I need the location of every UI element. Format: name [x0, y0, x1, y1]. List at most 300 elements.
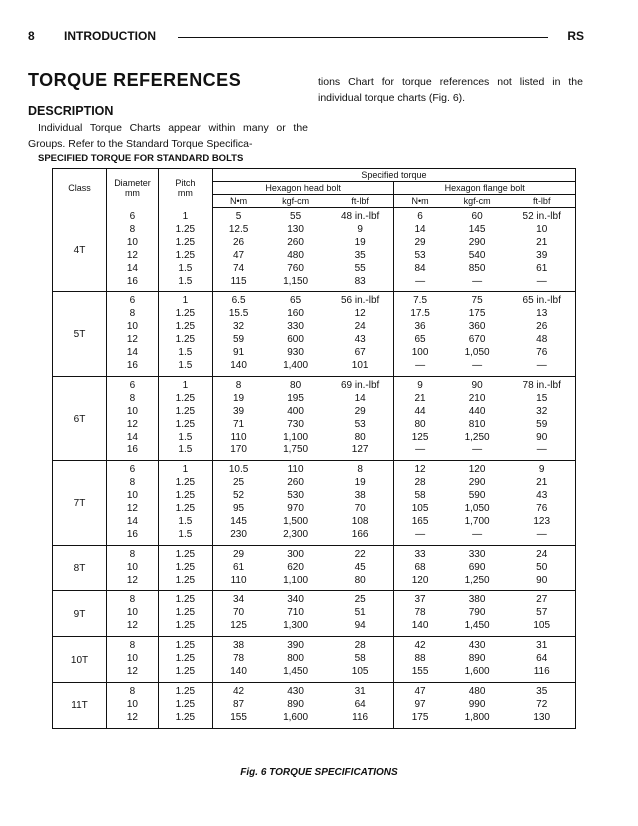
head-kgfcm-cell: 130: [287, 223, 304, 235]
flange-kgfcm-cell: 1,050: [464, 503, 490, 515]
head-kgfcm-cell: 890: [287, 698, 304, 710]
unit-head-kgfcm: kgf-cm: [264, 195, 327, 208]
diameter-cell: 8: [107, 477, 159, 490]
flange-nm-cell: —: [394, 276, 446, 292]
head-nm-cell: 87: [233, 698, 245, 710]
pitch-cell: 1.25: [158, 250, 212, 263]
pitch-cell: 1.5: [158, 432, 212, 445]
diameter-cell: 10: [107, 321, 159, 334]
flange-nm-cell: 105: [411, 503, 429, 515]
flange-nm-cell: 88: [414, 653, 426, 665]
header-specified-torque: Specified torque: [212, 169, 575, 182]
head-nm-cell: 140: [212, 666, 264, 682]
flange-kgfcm-cell: 120: [468, 464, 486, 476]
flange-kgfcm-cell: 690: [468, 561, 486, 573]
unit-flange-nm: N•m: [394, 195, 446, 208]
flange-nm-cell: 155: [394, 666, 446, 682]
head-kgfcm-cell: 260: [287, 477, 304, 489]
flange-kgfcm-cell: 1,250: [464, 431, 490, 443]
diameter-cell: 16: [107, 444, 159, 460]
head-nm-cell: 19: [233, 392, 245, 404]
class-cell: 10T: [53, 637, 107, 683]
flange-ftlbf-cell: 43: [508, 490, 575, 503]
pitch-cell: 1.5: [158, 444, 212, 460]
flange-nm-cell: 37: [414, 594, 426, 606]
head-kgfcm-cell: 160: [287, 308, 304, 320]
table-row: [53, 545, 576, 561]
head-nm-cell: 95: [233, 503, 245, 515]
diameter-cell: 10: [107, 653, 159, 666]
head-kgfcm-cell: 1,500: [283, 515, 309, 527]
pitch-cell: 1: [158, 208, 212, 224]
flange-ftlbf-cell: 10: [508, 224, 575, 237]
pitch-cell: 1.25: [158, 490, 212, 503]
unit-head-nm: N•m: [212, 195, 264, 208]
flange-ftlbf-cell: —: [508, 529, 575, 545]
head-nm-cell: 5: [235, 211, 242, 222]
head-ftlbf-cell: 19: [327, 477, 394, 490]
flange-kgfcm-cell: —: [446, 529, 509, 545]
pitch-cell: 1: [158, 292, 212, 308]
flange-ftlbf-cell: 116: [508, 666, 575, 682]
flange-kgfcm-cell: 790: [468, 607, 486, 619]
flange-ftlbf-cell: 31: [508, 637, 575, 653]
flange-ftlbf-cell: 76: [508, 503, 575, 516]
table-row: [53, 490, 576, 503]
head-ftlbf-cell: 51: [327, 607, 394, 620]
flange-ftlbf-cell: 13: [508, 308, 575, 321]
head-kgfcm-cell: 930: [287, 347, 304, 359]
table-row: [53, 276, 576, 292]
flange-kgfcm-cell: 360: [468, 321, 486, 333]
head-kgfcm-cell: 730: [287, 418, 304, 430]
head-ftlbf-cell: 22: [327, 545, 394, 561]
head-nm-cell: 78: [233, 653, 245, 665]
head-ftlbf-cell: 48 in.-lbf: [327, 208, 394, 224]
doc-code: RS: [567, 29, 584, 43]
flange-ftlbf-cell: 27: [508, 591, 575, 607]
head-nm-cell: 170: [212, 444, 264, 460]
pitch-cell: 1.5: [158, 529, 212, 545]
left-column: [28, 70, 308, 152]
pitch-cell: 1.25: [158, 406, 212, 419]
table-row: [53, 334, 576, 347]
head-kgfcm-cell: 1,400: [264, 360, 327, 376]
table-row: [53, 575, 576, 591]
head-kgfcm-cell: 430: [287, 685, 304, 697]
head-kgfcm-cell: 110: [287, 464, 304, 476]
head-kgfcm-cell: 800: [287, 653, 304, 665]
pitch-cell: 1.5: [158, 516, 212, 529]
head-nm-cell: 110: [230, 431, 247, 443]
page-header: [28, 29, 584, 45]
table-row: [53, 376, 576, 392]
flange-nm-cell: 175: [394, 712, 446, 728]
head-nm-cell: 91: [233, 347, 245, 359]
diameter-cell: 12: [107, 575, 159, 591]
flange-nm-cell: 44: [414, 405, 426, 417]
pitch-cell: 1.25: [158, 620, 212, 636]
head-kgfcm-cell: 970: [287, 503, 304, 515]
table-row: [53, 360, 576, 376]
head-ftlbf-cell: 108: [327, 516, 394, 529]
pitch-cell: 1.25: [158, 334, 212, 347]
head-kgfcm-cell: 1,100: [283, 431, 309, 443]
table-row: [53, 477, 576, 490]
head-nm-cell: 125: [212, 620, 264, 636]
head-nm-cell: 6.5: [231, 295, 246, 307]
pitch-cell: 1.25: [158, 653, 212, 666]
flange-kgfcm-cell: 175: [468, 308, 486, 320]
flange-nm-cell: 68: [414, 561, 426, 573]
flange-ftlbf-cell: 26: [508, 321, 575, 334]
head-ftlbf-cell: 29: [327, 406, 394, 419]
diameter-cell: 16: [107, 529, 159, 545]
head-ftlbf-cell: 67: [327, 347, 394, 360]
pitch-cell: 1.25: [158, 712, 212, 728]
table-title: SPECIFIED TORQUE FOR STANDARD BOLTS: [38, 153, 244, 164]
flange-nm-cell: 28: [414, 477, 426, 489]
diameter-cell: 16: [107, 360, 159, 376]
flange-kgfcm-cell: 380: [468, 594, 486, 606]
head-kgfcm-cell: 260: [287, 236, 304, 248]
head-kgfcm-cell: 2,300: [264, 529, 327, 545]
flange-nm-cell: 17.5: [410, 308, 430, 320]
unit-flange-kgfcm: kgf-cm: [446, 195, 509, 208]
pitch-cell: 1.25: [158, 393, 212, 406]
flange-nm-cell: 100: [411, 347, 429, 359]
flange-ftlbf-cell: 78 in.-lbf: [508, 376, 575, 392]
head-nm-cell: 34: [233, 594, 245, 606]
head-ftlbf-cell: 25: [327, 591, 394, 607]
class-cell: 7T: [53, 461, 107, 545]
page-title: TORQUE REFERENCES: [28, 70, 242, 90]
header-class: Class: [53, 169, 107, 208]
table-row: [53, 250, 576, 263]
table-row: [53, 503, 576, 516]
pitch-cell: 1.25: [158, 224, 212, 237]
flange-kgfcm-cell: 145: [468, 223, 486, 235]
flange-ftlbf-cell: 48: [508, 334, 575, 347]
flange-nm-cell: 33: [414, 548, 426, 560]
flange-nm-cell: 36: [414, 321, 426, 333]
head-ftlbf-cell: 45: [327, 562, 394, 575]
head-ftlbf-cell: 31: [327, 682, 394, 698]
flange-ftlbf-cell: 32: [508, 406, 575, 419]
flange-ftlbf-cell: 39: [508, 250, 575, 263]
table-row: [53, 444, 576, 460]
head-kgfcm-cell: 1,600: [264, 712, 327, 728]
pitch-cell: 1.5: [158, 347, 212, 360]
head-nm-cell: 29: [233, 548, 245, 560]
flange-ftlbf-cell: 52 in.-lbf: [508, 208, 575, 224]
head-kgfcm-cell: 1,750: [264, 444, 327, 460]
diameter-cell: 6: [107, 208, 159, 224]
diameter-cell: 14: [107, 432, 159, 445]
head-kgfcm-cell: 530: [287, 490, 304, 502]
figure-caption: Fig. 6 TORQUE SPECIFICATIONS: [240, 767, 398, 778]
flange-ftlbf-cell: 123: [508, 516, 575, 529]
flange-kgfcm-cell: 290: [468, 236, 486, 248]
head-kgfcm-cell: 1,450: [264, 666, 327, 682]
flange-nm-cell: 140: [394, 620, 446, 636]
flange-kgfcm-cell: 850: [468, 262, 486, 274]
head-ftlbf-cell: 70: [327, 503, 394, 516]
diameter-cell: 10: [107, 699, 159, 712]
head-kgfcm-cell: 1,100: [264, 575, 327, 591]
flange-kgfcm-cell: 1,800: [446, 712, 509, 728]
flange-kgfcm-cell: 1,050: [464, 347, 490, 359]
diameter-cell: 16: [107, 276, 159, 292]
header-pitch-label: Pitch: [175, 178, 196, 189]
diameter-cell: 12: [107, 419, 159, 432]
torque-table-container: [52, 168, 576, 729]
head-ftlbf-cell: 116: [327, 712, 394, 728]
header-diameter-label: Diameter: [114, 178, 151, 189]
head-ftlbf-cell: 58: [327, 653, 394, 666]
table-row: [53, 666, 576, 682]
table-row: [53, 224, 576, 237]
table-row: [53, 308, 576, 321]
head-kgfcm-cell: 195: [287, 392, 304, 404]
flange-kgfcm-cell: 75: [471, 295, 483, 307]
diameter-cell: 10: [107, 237, 159, 250]
head-nm-cell: 42: [233, 685, 245, 697]
table-row: [53, 208, 576, 224]
flange-nm-cell: 29: [414, 236, 426, 248]
diameter-cell: 8: [107, 591, 159, 607]
pitch-cell: 1.25: [158, 477, 212, 490]
diameter-cell: 12: [107, 503, 159, 516]
head-nm-cell: 15.5: [228, 308, 249, 320]
head-kgfcm-cell: 300: [287, 548, 304, 560]
unit-head-ftlbf: ft-lbf: [327, 195, 394, 208]
table-row: [53, 516, 576, 529]
flange-ftlbf-cell: 130: [508, 712, 575, 728]
diameter-cell: 12: [107, 334, 159, 347]
table-row: [53, 292, 576, 308]
flange-kgfcm-cell: —: [446, 276, 509, 292]
flange-ftlbf-cell: 76: [508, 347, 575, 360]
head-nm-cell: 110: [212, 575, 264, 591]
diameter-cell: 10: [107, 607, 159, 620]
flange-ftlbf-cell: 64: [508, 653, 575, 666]
flange-kgfcm-cell: 330: [468, 548, 486, 560]
flange-ftlbf-cell: —: [508, 444, 575, 460]
pitch-cell: 1.5: [158, 360, 212, 376]
pitch-cell: 1.25: [158, 308, 212, 321]
table-row: [53, 321, 576, 334]
header-diameter-unit: mm: [124, 188, 140, 199]
diameter-cell: 8: [107, 682, 159, 698]
table-row: [53, 461, 576, 477]
table-row: [53, 607, 576, 620]
head-nm-cell: 230: [212, 529, 264, 545]
flange-nm-cell: 9: [417, 379, 423, 391]
diameter-cell: 8: [107, 545, 159, 561]
table-row: [53, 406, 576, 419]
head-nm-cell: 70: [233, 607, 245, 619]
flange-nm-cell: 21: [414, 392, 426, 404]
pitch-cell: 1.25: [158, 591, 212, 607]
table-row: [53, 682, 576, 698]
flange-ftlbf-cell: 35: [508, 682, 575, 698]
head-nm-cell: 32: [233, 321, 245, 333]
flange-kgfcm-cell: 1,250: [446, 575, 509, 591]
flange-kgfcm-cell: 1,700: [464, 515, 490, 527]
section-title: INTRODUCTION: [64, 29, 156, 43]
table-row: [53, 393, 576, 406]
table-row: [53, 347, 576, 360]
diameter-cell: 8: [107, 393, 159, 406]
page-number: 8: [28, 29, 35, 43]
flange-kgfcm-cell: 540: [468, 249, 486, 261]
head-kgfcm-cell: 55: [290, 211, 302, 222]
flange-kgfcm-cell: 290: [468, 477, 486, 489]
flange-nm-cell: 97: [414, 698, 426, 710]
head-kgfcm-cell: 620: [287, 561, 304, 573]
head-nm-cell: 52: [233, 490, 245, 502]
head-ftlbf-cell: 38: [327, 490, 394, 503]
header-pitch: [158, 169, 212, 208]
head-kgfcm-cell: 400: [287, 405, 304, 417]
table-row: [53, 419, 576, 432]
flange-nm-cell: 53: [414, 249, 426, 261]
flange-ftlbf-cell: 65 in.-lbf: [508, 292, 575, 308]
head-ftlbf-cell: 24: [327, 321, 394, 334]
pitch-cell: 1.25: [158, 545, 212, 561]
head-kgfcm-cell: 330: [287, 321, 304, 333]
table-row: [53, 237, 576, 250]
head-ftlbf-cell: 94: [327, 620, 394, 636]
flange-nm-cell: —: [394, 360, 446, 376]
head-nm-cell: 59: [233, 334, 245, 346]
head-kgfcm-cell: 1,150: [264, 276, 327, 292]
head-kgfcm-cell: 1,300: [264, 620, 327, 636]
table-row: [53, 653, 576, 666]
table-row: [53, 637, 576, 653]
table-row: [53, 432, 576, 445]
head-kgfcm-cell: 340: [287, 594, 304, 606]
flange-ftlbf-cell: —: [508, 276, 575, 292]
head-nm-cell: 10.5: [228, 464, 249, 476]
pitch-cell: 1.25: [158, 637, 212, 653]
head-ftlbf-cell: 166: [327, 529, 394, 545]
diameter-cell: 14: [107, 263, 159, 276]
flange-ftlbf-cell: 90: [508, 575, 575, 591]
flange-nm-cell: 80: [414, 418, 426, 430]
class-cell: 6T: [53, 376, 107, 460]
flange-kgfcm-cell: 890: [468, 653, 486, 665]
head-nm-cell: 39: [233, 405, 245, 417]
header-hexagon-head: Hexagon head bolt: [212, 182, 394, 195]
diameter-cell: 10: [107, 562, 159, 575]
head-nm-cell: 8: [235, 379, 242, 391]
class-cell: 5T: [53, 292, 107, 376]
head-nm-cell: 115: [212, 276, 264, 292]
pitch-cell: 1.5: [158, 263, 212, 276]
unit-flange-ftlbf: ft-lbf: [508, 195, 575, 208]
head-nm-cell: 47: [233, 249, 245, 261]
table-row: [53, 712, 576, 728]
flange-nm-cell: 78: [414, 607, 426, 619]
flange-nm-cell: 7.5: [413, 295, 428, 307]
header-diameter: [107, 169, 159, 208]
head-nm-cell: 12.5: [228, 223, 249, 235]
head-ftlbf-cell: 8: [327, 461, 394, 477]
pitch-cell: 1.25: [158, 321, 212, 334]
pitch-cell: 1.25: [158, 237, 212, 250]
head-ftlbf-cell: 28: [327, 637, 394, 653]
flange-kgfcm-cell: 810: [468, 418, 486, 430]
flange-kgfcm-cell: 1,450: [446, 620, 509, 636]
flange-kgfcm-cell: 480: [468, 685, 486, 697]
diameter-cell: 8: [107, 308, 159, 321]
flange-kgfcm-cell: 590: [468, 490, 486, 502]
flange-nm-cell: 14: [414, 223, 426, 235]
flange-ftlbf-cell: 24: [508, 545, 575, 561]
head-ftlbf-cell: 14: [327, 393, 394, 406]
flange-ftlbf-cell: 90: [508, 432, 575, 445]
diameter-cell: 8: [107, 637, 159, 653]
flange-kgfcm-cell: 670: [468, 334, 486, 346]
head-ftlbf-cell: 9: [327, 224, 394, 237]
table-row: [53, 529, 576, 545]
flange-ftlbf-cell: 15: [508, 393, 575, 406]
diameter-cell: 10: [107, 406, 159, 419]
head-ftlbf-cell: 19: [327, 237, 394, 250]
flange-nm-cell: —: [394, 529, 446, 545]
pitch-cell: 1.25: [158, 562, 212, 575]
head-kgfcm-cell: 710: [287, 607, 304, 619]
head-nm-cell: 155: [212, 712, 264, 728]
head-kgfcm-cell: 65: [290, 295, 302, 307]
header-pitch-unit: mm: [177, 188, 193, 199]
body-paragraph-right: tions Chart for torque references not listed in the individual torque charts (Fig. 6).: [318, 76, 583, 104]
diameter-cell: 12: [107, 712, 159, 728]
pitch-cell: 1: [158, 376, 212, 392]
diameter-cell: 14: [107, 516, 159, 529]
flange-kgfcm-cell: —: [446, 360, 509, 376]
class-cell: 4T: [53, 208, 107, 292]
head-ftlbf-cell: 53: [327, 419, 394, 432]
head-ftlbf-cell: 101: [327, 360, 394, 376]
head-ftlbf-cell: 12: [327, 308, 394, 321]
table-row: [53, 562, 576, 575]
class-cell: 8T: [53, 545, 107, 591]
flange-ftlbf-cell: —: [508, 360, 575, 376]
pitch-cell: 1.25: [158, 575, 212, 591]
head-nm-cell: 71: [233, 418, 245, 430]
head-kgfcm-cell: 480: [287, 249, 304, 261]
table-row: [53, 699, 576, 712]
flange-kgfcm-cell: 60: [471, 211, 483, 222]
flange-nm-cell: 6: [417, 211, 423, 222]
pitch-cell: 1: [158, 461, 212, 477]
head-nm-cell: 145: [230, 515, 247, 527]
head-ftlbf-cell: 80: [327, 432, 394, 445]
right-column: [318, 75, 583, 106]
flange-ftlbf-cell: 21: [508, 477, 575, 490]
table-body: [53, 208, 576, 729]
flange-nm-cell: —: [394, 444, 446, 460]
pitch-cell: 1.25: [158, 607, 212, 620]
pitch-cell: 1.25: [158, 503, 212, 516]
class-cell: 11T: [53, 682, 107, 728]
diameter-cell: 12: [107, 620, 159, 636]
table-row: [53, 263, 576, 276]
head-nm-cell: 140: [212, 360, 264, 376]
